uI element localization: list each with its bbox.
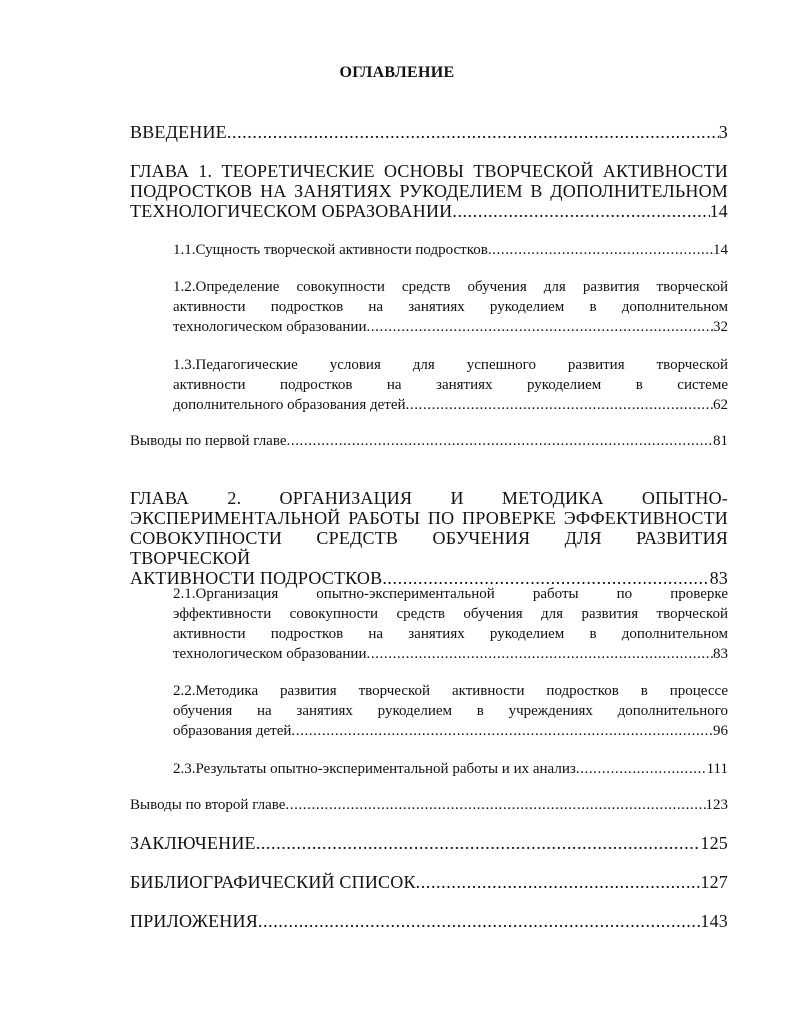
page-number: 127 [700, 872, 728, 892]
leader-dots [291, 721, 713, 741]
toc-entry-conclusions-chapter-2[interactable] [130, 795, 728, 815]
toc-entry-introduction[interactable] [130, 122, 728, 142]
leader-dots [258, 911, 700, 931]
entry-label: Выводы по второй главе [130, 797, 286, 813]
entry-line: ГЛАВА 2. ОРГАНИЗАЦИЯ И МЕТОДИКА ОПЫТНО- [130, 488, 728, 508]
entry-line: ГЛАВА 1. ТЕОРЕТИЧЕСКИЕ ОСНОВЫ ТВОРЧЕСКОЙ АКТИВНОСТИ [130, 161, 728, 181]
leader-dots [287, 431, 714, 451]
page-number: 125 [700, 833, 728, 853]
entry-label: 2.3.Результаты опытно-экспериментальной работы и их анализ [173, 761, 576, 777]
leader-dots [576, 759, 707, 779]
toc-entry-appendices[interactable] [130, 911, 728, 931]
page-number: 14 [709, 201, 728, 221]
entry-label: Выводы по первой главе [130, 433, 287, 449]
page-number: 14 [713, 242, 728, 258]
entry-label: ПРИЛОЖЕНИЯ [130, 911, 258, 931]
leader-dots [366, 644, 713, 664]
page-number: 81 [713, 433, 728, 449]
toc-entry-conclusion[interactable] [130, 833, 728, 853]
toc-entry-chapter-1[interactable] [130, 161, 728, 221]
entry-line: 1.3.Педагогические условия для успешного развития творческой [173, 357, 728, 373]
leader-dots [366, 317, 713, 337]
entry-label: БИБЛИОГРАФИЧЕСКИЙ СПИСОК [130, 872, 416, 892]
page-title: ОГЛАВЛЕНИЕ [339, 64, 455, 81]
entry-label: 1.1.Сущность творческой активности подростков [173, 242, 488, 258]
entry-line: 2.2.Методика развития творческой активности подростков в процессе [173, 683, 728, 699]
entry-line: 2.1.Организация опытно-экспериментальной работы по проверке [173, 586, 728, 602]
toc-entry-section-2-1[interactable] [173, 584, 728, 664]
page-number: 32 [713, 319, 728, 335]
entry-label: ВВЕДЕНИЕ [130, 122, 227, 142]
page-number: 143 [700, 911, 728, 931]
entry-line: 1.2.Определение совокупности средств обучения для развития творческой [173, 279, 728, 295]
entry-label: технологическом образовании [173, 646, 367, 662]
entry-line: эффективности совокупности средств обучения для развития творческой [173, 606, 728, 622]
leader-dots [227, 122, 719, 142]
toc-entry-chapter-2[interactable] [130, 488, 728, 588]
page-number: 62 [713, 397, 728, 413]
leader-dots [488, 240, 713, 260]
toc-entry-bibliography[interactable] [130, 872, 728, 892]
entry-line: ЭКСПЕРИМЕНТАЛЬНОЙ РАБОТЫ ПО ПРОВЕРКЕ ЭФФЕКТИВНОСТИ [130, 508, 728, 528]
page-number: 111 [706, 761, 728, 777]
entry-label: ТЕХНОЛОГИЧЕСКОМ ОБРАЗОВАНИИ [130, 201, 453, 221]
toc-entry-section-2-2[interactable] [173, 681, 728, 741]
leader-dots [406, 395, 714, 415]
entry-label: АКТИВНОСТИ ПОДРОСТКОВ [130, 568, 383, 588]
entry-line: СОВОКУПНОСТИ СРЕДСТВ ОБУЧЕНИЯ ДЛЯ РАЗВИТИЯ ТВОРЧЕСКОЙ [130, 528, 728, 568]
page-number: 3 [718, 122, 728, 142]
page-number: 96 [713, 723, 728, 739]
entry-label: технологическом образовании [173, 319, 367, 335]
toc-entry-section-1-1[interactable] [173, 240, 728, 260]
leader-dots [256, 833, 701, 853]
entry-label: ЗАКЛЮЧЕНИЕ [130, 833, 256, 853]
page-number: 83 [713, 646, 728, 662]
toc-entry-section-1-3[interactable] [173, 355, 728, 415]
entry-line: обучения на занятиях рукоделием в учреждениях дополнительного [173, 703, 728, 719]
toc-entry-conclusions-chapter-1[interactable] [130, 431, 728, 451]
page-number: 123 [705, 797, 728, 813]
toc-entry-section-1-2[interactable] [173, 277, 728, 337]
leader-dots [416, 872, 701, 892]
entry-line: активности подростков на занятиях рукоделием в дополнительном [173, 299, 728, 315]
leader-dots [285, 795, 705, 815]
entry-label: дополнительного образования детей [173, 397, 406, 413]
leader-dots [452, 201, 709, 221]
entry-line: активности подростков на занятиях рукоделием в системе [173, 377, 728, 393]
page-number: 83 [709, 568, 728, 588]
entry-line: ПОДРОСТКОВ НА ЗАНЯТИЯХ РУКОДЕЛИЕМ В ДОПОЛНИТЕЛЬНОМ [130, 181, 728, 201]
entry-line: активности подростков на занятиях рукоделием в дополнительном [173, 626, 728, 642]
toc-entry-section-2-3[interactable] [173, 759, 728, 779]
entry-label: образования детей [173, 723, 292, 739]
